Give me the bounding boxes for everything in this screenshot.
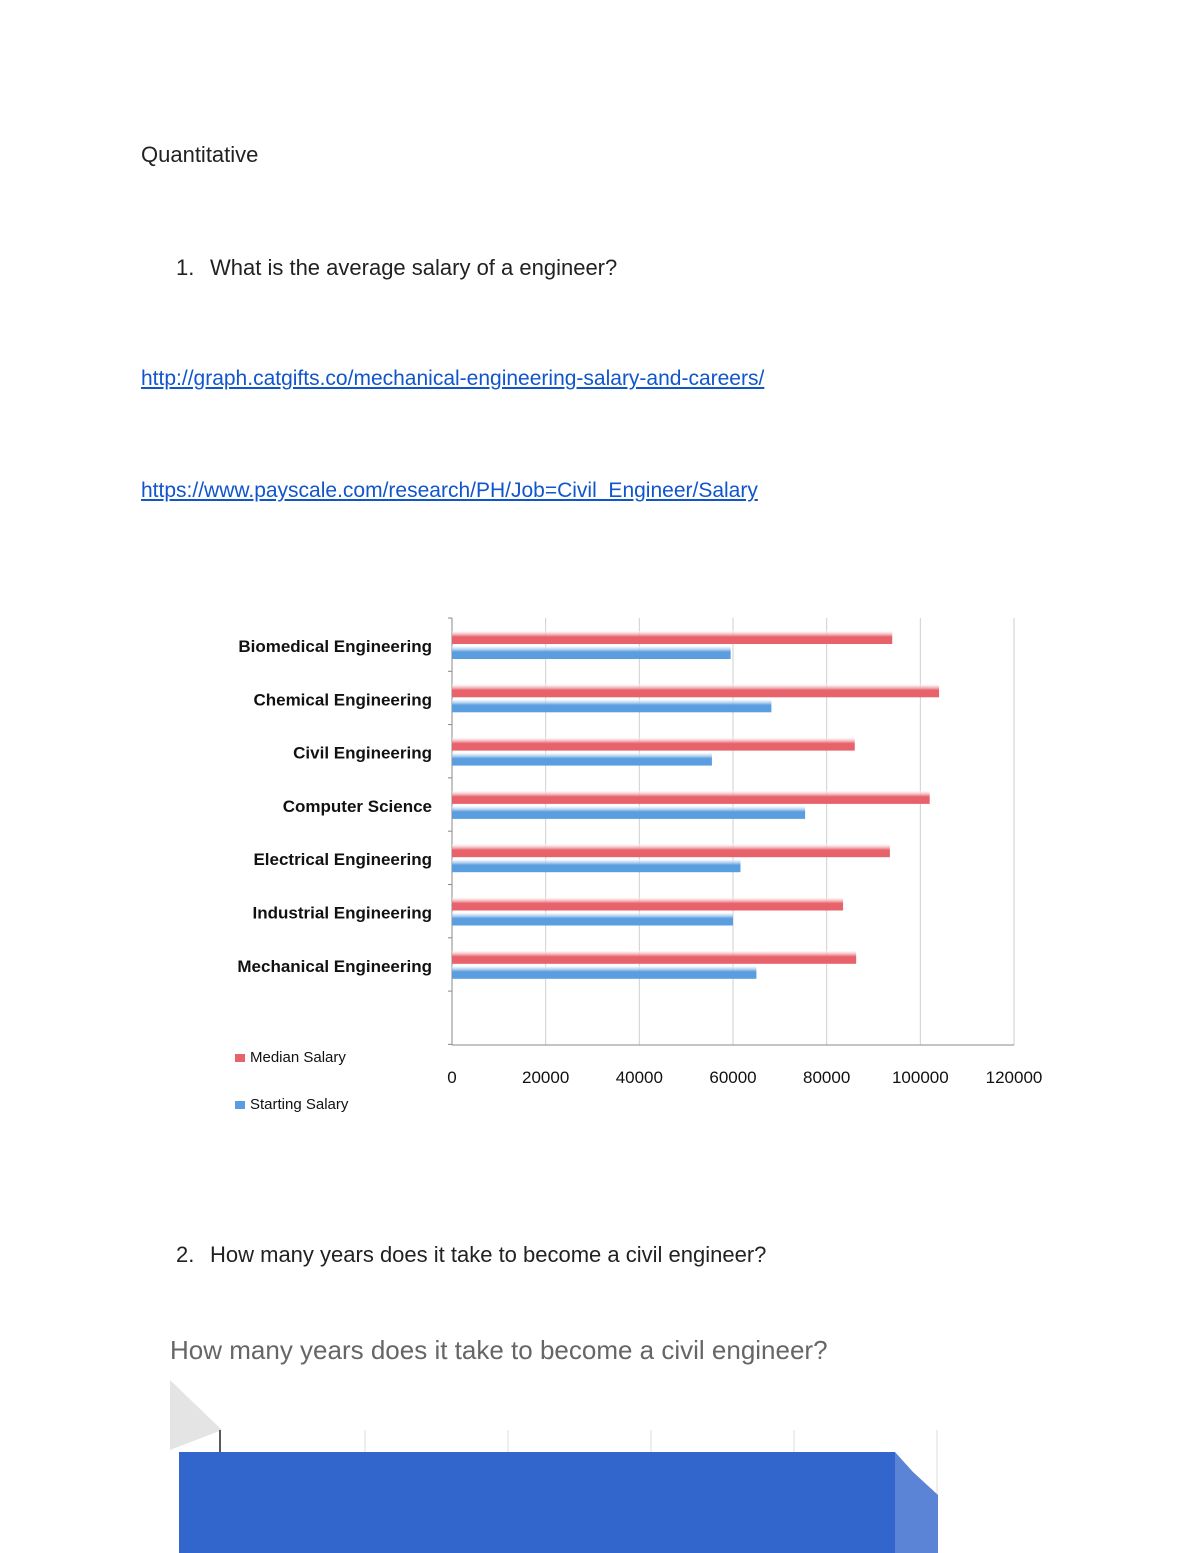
starting-salary-bar [452,646,731,659]
category-label: Chemical Engineering [253,690,432,710]
category-label: Electrical Engineering [253,850,432,870]
x-tick-label: 60000 [709,1068,757,1087]
median-salary-bar [452,898,843,911]
median-salary-bar [452,631,892,644]
source-link-payscale[interactable]: https://www.payscale.com/research/PH/Job=Civil_Engineer/Salary [141,479,758,502]
starting-salary-bar [452,913,733,926]
legend-label: Starting Salary [250,1096,349,1113]
salary-bar-chart [0,590,1200,1130]
median-salary-bar [452,738,855,751]
question-1 [176,255,876,285]
median-salary-bar [452,844,890,857]
chart-grid [448,618,1014,1045]
x-tick-label: 40000 [615,1068,663,1087]
years-bar [179,1452,895,1553]
question-text: How many years does it take to become a civil engineer? [210,1242,767,1267]
question-number: 2. [176,1242,195,1267]
median-salary-bar [452,951,856,964]
chart-x-tick-labels [447,1068,1042,1087]
x-tick-label: 80000 [803,1068,851,1087]
median-salary-bar [452,684,939,697]
legend-label: Median Salary [250,1049,346,1066]
chart-legend [235,1049,349,1113]
starting-salary-bar [452,806,805,819]
category-label: Civil Engineering [293,743,432,763]
years-chart-fragment [170,1380,950,1553]
chart-category-labels [237,637,432,976]
x-tick-label: 0 [447,1068,457,1087]
legend-swatch [235,1101,245,1109]
source-link-catgifts[interactable]: http://graph.catgifts.co/mechanical-engineering-salary-and-careers/ [141,367,765,390]
starting-salary-bar [452,966,756,979]
starting-salary-bar [452,859,740,872]
chart-bars [452,631,939,979]
x-tick-label: 20000 [522,1068,570,1087]
chart-corner-shadow [170,1380,222,1450]
years-bar-side [895,1452,938,1553]
question-number: 1. [176,255,195,280]
years-chart-title: How many years does it take to become a civil engineer? [170,1335,828,1365]
category-label: Mechanical Engineering [237,956,432,976]
legend-swatch [235,1054,245,1062]
category-label: Industrial Engineering [252,903,432,923]
median-salary-bar [452,791,930,804]
x-tick-label: 100000 [891,1068,949,1087]
question-2 [176,1242,976,1272]
section-heading: Quantitative [141,142,259,167]
x-tick-label: 120000 [985,1068,1043,1087]
category-label: Biomedical Engineering [238,637,432,656]
starting-salary-bar [452,699,771,712]
starting-salary-bar [452,753,712,766]
category-label: Computer Science [282,796,432,816]
question-text: What is the average salary of a engineer? [210,255,618,280]
